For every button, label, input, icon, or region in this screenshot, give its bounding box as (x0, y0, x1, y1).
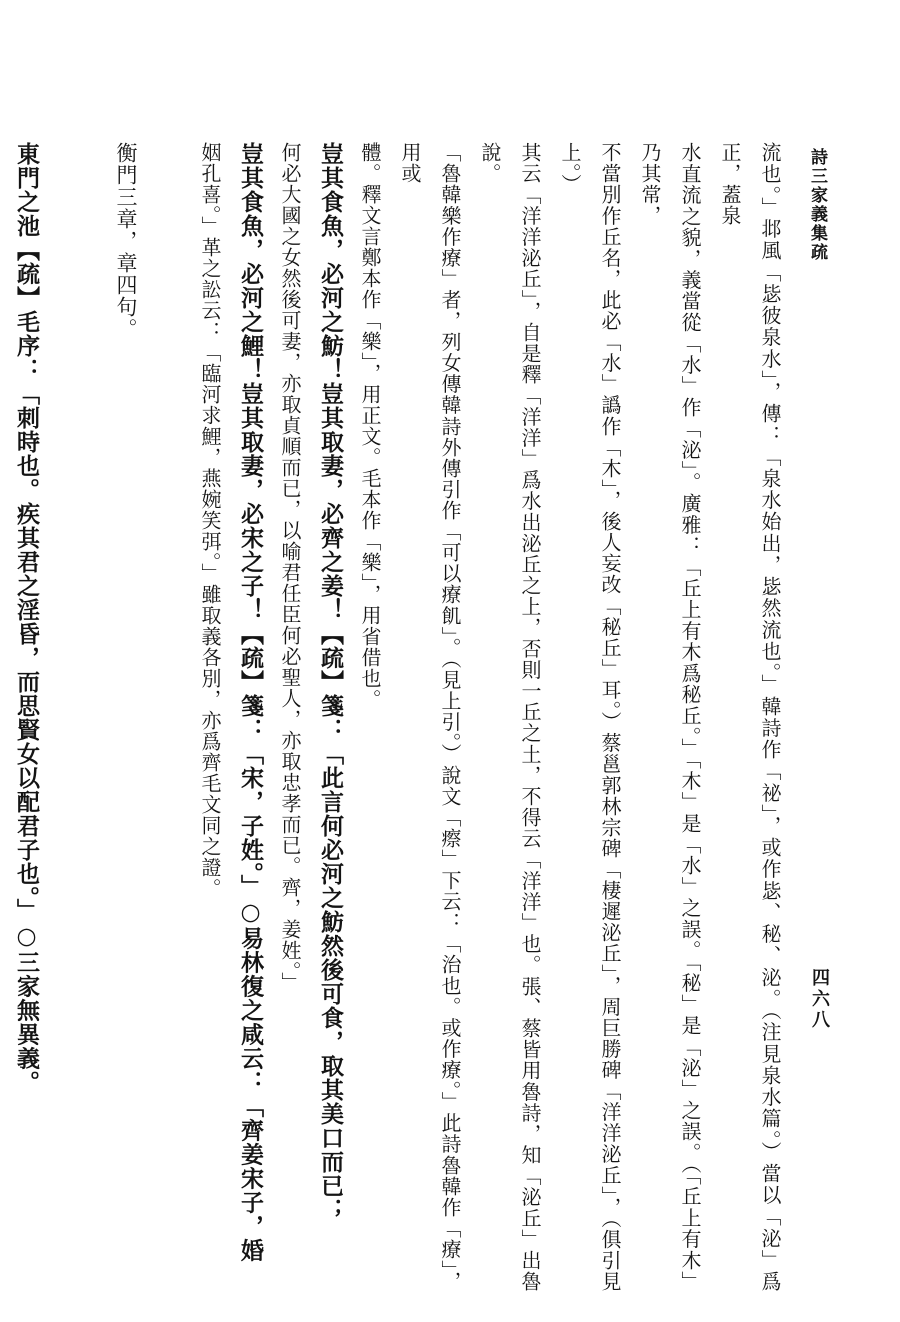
text-column: 不當別作丘名，此必「水」譌作「木」，後人妄改「秘丘」耳。）蔡邕郭林宗碑「棲遲泌丘」，周巨勝碑「洋洋泌丘」，（俱引見上。） (558, 142, 622, 1292)
text-column: 何必大國之女然後可妻，亦取貞順而已，以喻君任臣何必聖人，亦取忠孝而已。齊，姜姓。」 (278, 142, 302, 993)
text-column: 其云「洋洋泌丘」，自是釋「洋洋」爲水出泌丘之上，否則一丘之土，不得云「洋洋」也。張、蔡皆用魯詩，知「泌丘」出魯說。 (478, 142, 542, 1292)
verse-column: 豈其食魚，必河之鯉！豈其取妻，必宋之子！【疏】箋：「宋，子姓。」○易林復之咸云：「齊姜宋子，婚 (237, 142, 264, 1263)
running-head-title: 詩三家義集疏 (807, 148, 827, 262)
text-column: 姻孔喜。」革之訟云：「臨河求鯉，燕婉笑弭。」雖取義各別，亦爲齊毛文同之證。 (198, 142, 222, 899)
verse-column (0, 142, 6, 1292)
page-number: 四六八 (809, 968, 830, 1031)
chapter-summary: 衡門三章，章四句。 (114, 142, 138, 340)
text-column: 流也。」邶風「毖彼泉水」，傳：「泉水始出，毖然流也。」韓詩作「祕」，或作毖、秘、泌。（注見泉水篇。）當以「泌」爲正，蓋泉 (718, 142, 782, 1292)
text-column: 水直流之貌，義當從「水」作「泌」。廣雅：「丘上有木爲秘丘。」「木」是「水」之誤。「秘」是「泌」之誤。（「丘上有木」乃其常， (638, 142, 702, 1292)
text-column: 體。釋文言鄭本作「樂」，用正文。毛本作「樂」，用省借也。 (358, 142, 382, 710)
text-column: 「魯韓樂作療」者，列女傳韓詩外傳引作「可以療飢」。（見上引。）說文「瘵」下云：「治也。或作療。」此詩魯韓作「療」，用或 (398, 142, 462, 1292)
poem-title-column: 東門之池【疏】毛序：「刺時也。疾其君之淫昏，而思賢女以配君子也。」○三家無異義。 (13, 142, 40, 1095)
verse-column: 豈其食魚，必河之魴！豈其取妻，必齊之姜！【疏】箋：「此言何必河之魴然後可食，取其美口而已； (317, 142, 344, 1222)
main-text (13, 142, 790, 1292)
